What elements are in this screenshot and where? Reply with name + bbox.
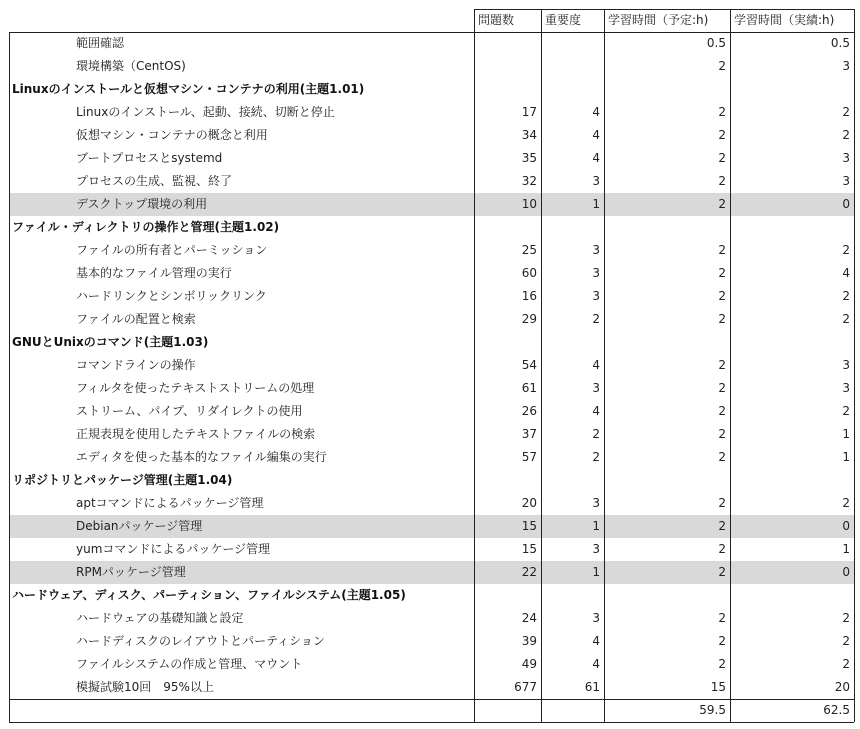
planned-hours-cell[interactable]: 2 <box>718 496 726 510</box>
actual-hours-cell[interactable]: 2 <box>842 105 850 119</box>
actual-hours-cell[interactable]: 2 <box>842 312 850 326</box>
item-label: ストリーム、パイプ、リダイレクトの使用 <box>76 404 303 418</box>
table-row <box>9 239 854 262</box>
table-row <box>9 676 854 699</box>
actual-hours-cell[interactable]: 2 <box>842 243 850 257</box>
actual-hours-cell[interactable]: 2 <box>842 657 850 671</box>
question-count-cell[interactable]: 37 <box>521 427 537 441</box>
table-row <box>9 101 854 124</box>
importance-cell[interactable]: 2 <box>592 450 600 464</box>
item-label-cell[interactable] <box>9 515 474 538</box>
importance-cell[interactable]: 3 <box>592 174 600 188</box>
item-label: 模擬試験10回 95%以上 <box>76 680 214 694</box>
item-label-cell[interactable] <box>9 423 474 446</box>
header-top-border <box>474 9 854 10</box>
item-label-cell[interactable] <box>9 147 474 170</box>
item-label: ハードディスクのレイアウトとパーティション <box>76 634 325 648</box>
importance-cell[interactable]: 3 <box>592 542 600 556</box>
item-label: yumコマンドによるパッケージ管理 <box>76 542 271 556</box>
planned-hours-cell[interactable]: 2 <box>718 542 726 556</box>
importance-cell[interactable]: 3 <box>592 266 600 280</box>
question-count-cell[interactable]: 39 <box>521 634 537 648</box>
section-title[interactable]: GNUとUnixのコマンド(主題1.03) <box>12 335 209 349</box>
question-count-cell[interactable]: 15 <box>521 542 537 556</box>
section-title[interactable]: ハードウェア、ディスク、パーティション、ファイルシステム(主題1.05) <box>12 588 406 602</box>
actual-hours-cell[interactable]: 3 <box>842 358 850 372</box>
section-row <box>9 331 854 354</box>
item-label: RPMパッケージ管理 <box>72 561 474 584</box>
actual-hours-cell[interactable]: 2 <box>842 128 850 142</box>
study-plan-table <box>9 9 854 722</box>
table-row <box>9 170 854 193</box>
actual-hours-cell[interactable]: 3 <box>842 174 850 188</box>
table-row <box>9 607 854 630</box>
table-body <box>9 32 854 699</box>
item-label-cell[interactable] <box>9 285 474 308</box>
question-count-cell[interactable]: 29 <box>521 312 537 326</box>
question-count-cell[interactable]: 677 <box>514 680 537 694</box>
planned-hours-cell[interactable]: 2 <box>605 515 730 538</box>
item-label-cell[interactable] <box>9 538 474 561</box>
item-label: 正規表現を使用したテキストファイルの検索 <box>76 427 316 441</box>
table-right-border <box>854 9 855 722</box>
question-count-cell[interactable]: 24 <box>521 611 537 625</box>
planned-hours-cell[interactable]: 2 <box>718 404 726 418</box>
planned-hours-cell[interactable]: 2 <box>718 358 726 372</box>
header-importance[interactable]: 重要度 <box>545 13 582 27</box>
table-row <box>9 147 854 170</box>
item-label-cell[interactable] <box>9 354 474 377</box>
item-label: ハードリンクとシンボリックリンク <box>76 289 267 303</box>
actual-hours-cell[interactable]: 20 <box>834 680 850 694</box>
importance-cell[interactable]: 4 <box>592 657 600 671</box>
item-label-cell[interactable] <box>9 124 474 147</box>
table-row <box>9 262 854 285</box>
importance-cell[interactable]: 2 <box>592 312 600 326</box>
item-label: デスクトップ環境の利用 <box>72 193 474 216</box>
actual-hours-cell[interactable]: 0 <box>731 561 854 584</box>
table-row <box>9 400 854 423</box>
importance-cell[interactable]: 3 <box>592 496 600 510</box>
totals-row <box>9 699 854 722</box>
item-label: 環境構築（CentOS) <box>76 59 186 73</box>
actual-hours-cell[interactable]: 2 <box>842 404 850 418</box>
importance-cell[interactable]: 4 <box>592 128 600 142</box>
question-count-cell[interactable]: 35 <box>521 151 537 165</box>
planned-hours-cell[interactable]: 0.5 <box>706 36 726 50</box>
item-label: 基本的なファイル管理の実行 <box>76 266 232 280</box>
planned-hours-cell[interactable]: 2 <box>718 128 726 142</box>
question-count-cell[interactable]: 54 <box>521 358 537 372</box>
importance-cell[interactable]: 4 <box>592 151 600 165</box>
section-row <box>9 469 854 492</box>
table-row <box>9 354 854 377</box>
planned-hours-cell[interactable]: 2 <box>718 381 726 395</box>
planned-hours-cell[interactable]: 2 <box>718 427 726 441</box>
question-count-cell[interactable]: 34 <box>521 128 537 142</box>
total-actual-hours[interactable]: 62.5 <box>823 703 850 717</box>
importance-cell[interactable]: 4 <box>592 404 600 418</box>
actual-hours-cell[interactable]: 2 <box>842 611 850 625</box>
header-bottom-border <box>9 32 854 33</box>
column-border <box>474 9 475 722</box>
table-row <box>9 308 854 331</box>
header-count[interactable]: 問題数 <box>478 13 515 27</box>
question-count-cell[interactable]: 10 <box>475 193 541 216</box>
importance-cell[interactable]: 2 <box>592 427 600 441</box>
planned-hours-cell[interactable]: 15 <box>710 680 726 694</box>
question-count-cell[interactable]: 25 <box>521 243 537 257</box>
item-label-cell[interactable] <box>9 308 474 331</box>
actual-hours-cell[interactable]: 0 <box>731 515 854 538</box>
actual-hours-cell[interactable]: 2 <box>842 634 850 648</box>
importance-cell[interactable]: 1 <box>542 561 604 584</box>
planned-hours-cell[interactable]: 2 <box>718 312 726 326</box>
table-row <box>9 55 854 78</box>
question-count-cell[interactable]: 15 <box>475 515 541 538</box>
planned-hours-cell[interactable]: 2 <box>605 193 730 216</box>
totals-top-border <box>9 699 854 700</box>
table-row <box>9 193 854 216</box>
question-count-cell[interactable]: 57 <box>521 450 537 464</box>
planned-hours-cell[interactable]: 2 <box>718 243 726 257</box>
column-border <box>604 9 605 722</box>
question-count-cell[interactable]: 61 <box>521 381 537 395</box>
question-count-cell[interactable]: 22 <box>475 561 541 584</box>
planned-hours-cell[interactable]: 2 <box>718 151 726 165</box>
question-count-cell[interactable]: 16 <box>521 289 537 303</box>
item-label-cell[interactable] <box>9 239 474 262</box>
planned-hours-cell[interactable]: 2 <box>718 174 726 188</box>
question-count-cell[interactable]: 17 <box>521 105 537 119</box>
planned-hours-cell[interactable]: 2 <box>718 450 726 464</box>
importance-cell[interactable] <box>542 32 604 55</box>
question-count-cell[interactable] <box>475 32 541 55</box>
question-count-cell[interactable]: 60 <box>521 266 537 280</box>
item-label: プロセスの生成、監視、終了 <box>76 174 233 188</box>
total-planned-hours[interactable]: 59.5 <box>699 703 726 717</box>
header-row <box>9 9 854 32</box>
actual-hours-cell[interactable]: 3 <box>842 59 850 73</box>
item-label-cell[interactable] <box>9 400 474 423</box>
item-label: 範囲確認 <box>76 36 125 50</box>
importance-cell[interactable]: 3 <box>592 381 600 395</box>
column-border <box>541 9 542 722</box>
item-label: ファイルの所有者とパーミッション <box>76 243 268 257</box>
table-row <box>9 32 854 55</box>
item-label-cell[interactable] <box>9 193 474 216</box>
header-planned-hours[interactable]: 学習時間（予定:h) <box>608 13 709 27</box>
planned-hours-cell[interactable]: 2 <box>718 657 726 671</box>
item-label-cell[interactable] <box>9 170 474 193</box>
question-count-cell[interactable]: 26 <box>521 404 537 418</box>
table-bottom-border <box>9 722 854 723</box>
planned-hours-cell[interactable]: 2 <box>718 105 726 119</box>
importance-cell[interactable]: 1 <box>542 193 604 216</box>
importance-cell[interactable]: 3 <box>592 289 600 303</box>
section-row <box>9 216 854 239</box>
question-count-cell[interactable]: 20 <box>521 496 537 510</box>
actual-hours-cell[interactable]: 1 <box>842 542 850 556</box>
item-label-cell[interactable] <box>9 32 474 55</box>
table-row <box>9 492 854 515</box>
importance-cell[interactable]: 4 <box>592 358 600 372</box>
actual-hours-cell[interactable]: 1 <box>842 427 850 441</box>
item-label: aptコマンドによるパッケージ管理 <box>76 496 264 510</box>
section-row <box>9 584 854 607</box>
question-count-cell[interactable]: 32 <box>521 174 537 188</box>
importance-cell[interactable]: 1 <box>542 515 604 538</box>
table-row <box>9 446 854 469</box>
item-label-cell[interactable] <box>9 377 474 400</box>
item-label-cell[interactable] <box>9 561 474 584</box>
item-label-cell[interactable] <box>9 262 474 285</box>
importance-cell[interactable]: 4 <box>592 105 600 119</box>
item-label: コマンドラインの操作 <box>76 358 196 372</box>
item-label: エディタを使った基本的なファイル編集の実行 <box>76 450 327 464</box>
actual-hours-cell[interactable]: 1 <box>842 450 850 464</box>
planned-hours-cell[interactable]: 2 <box>718 266 726 280</box>
item-label: フィルタを使ったテキストストリームの処理 <box>76 381 315 395</box>
item-label: ファイルの配置と検索 <box>76 312 196 326</box>
table-row <box>9 538 854 561</box>
table-left-border <box>9 32 10 722</box>
item-label-cell[interactable] <box>9 607 474 630</box>
item-label-cell[interactable] <box>9 630 474 653</box>
table-row <box>9 630 854 653</box>
planned-hours-cell[interactable]: 2 <box>718 59 726 73</box>
table-row <box>9 285 854 308</box>
planned-hours-cell[interactable]: 2 <box>605 561 730 584</box>
question-count-cell[interactable]: 49 <box>521 657 537 671</box>
item-label: Debianパッケージ管理 <box>72 515 474 538</box>
planned-hours-cell[interactable]: 2 <box>718 634 726 648</box>
table-row <box>9 515 854 538</box>
section-title[interactable]: ファイル・ディレクトリの操作と管理(主題1.02) <box>12 220 280 234</box>
section-title[interactable]: Linuxのインストールと仮想マシン・コンテナの利用(主題1.01) <box>12 82 365 96</box>
planned-hours-cell[interactable]: 2 <box>718 289 726 303</box>
item-label-cell[interactable] <box>9 676 474 699</box>
importance-cell[interactable]: 3 <box>592 243 600 257</box>
item-label: ハードウェアの基礎知識と設定 <box>76 611 244 625</box>
importance-cell[interactable]: 61 <box>584 680 600 694</box>
section-row <box>9 78 854 101</box>
item-label: Linuxのインストール、起動、接続、切断と停止 <box>76 105 335 119</box>
item-label-cell[interactable] <box>9 492 474 515</box>
actual-hours-cell[interactable]: 0.5 <box>830 36 850 50</box>
table-row <box>9 377 854 400</box>
header-actual-hours[interactable]: 学習時間（実績:h) <box>734 13 835 27</box>
actual-hours-cell[interactable]: 3 <box>842 381 850 395</box>
actual-hours-cell[interactable]: 2 <box>842 496 850 510</box>
question-count-cell[interactable] <box>475 55 541 78</box>
item-label-cell[interactable] <box>9 446 474 469</box>
actual-hours-cell[interactable]: 4 <box>842 266 850 280</box>
actual-hours-cell[interactable]: 2 <box>842 289 850 303</box>
table-row <box>9 561 854 584</box>
actual-hours-cell[interactable]: 3 <box>842 151 850 165</box>
importance-cell[interactable]: 4 <box>592 634 600 648</box>
importance-cell[interactable] <box>542 55 604 78</box>
item-label-cell[interactable] <box>9 101 474 124</box>
table-row <box>9 653 854 676</box>
actual-hours-cell[interactable]: 0 <box>731 193 854 216</box>
importance-cell[interactable]: 3 <box>592 611 600 625</box>
table-row <box>9 423 854 446</box>
column-border <box>730 9 731 722</box>
section-title[interactable]: リポジトリとパッケージ管理(主題1.04) <box>12 473 233 487</box>
item-label-cell[interactable] <box>9 55 474 78</box>
item-label: ブートプロセスとsystemd <box>76 151 223 165</box>
planned-hours-cell[interactable]: 2 <box>718 611 726 625</box>
table-row <box>9 124 854 147</box>
item-label: ファイルシステムの作成と管理、マウント <box>76 657 303 671</box>
item-label-cell[interactable] <box>9 653 474 676</box>
item-label: 仮想マシン・コンテナの概念と利用 <box>76 128 268 142</box>
